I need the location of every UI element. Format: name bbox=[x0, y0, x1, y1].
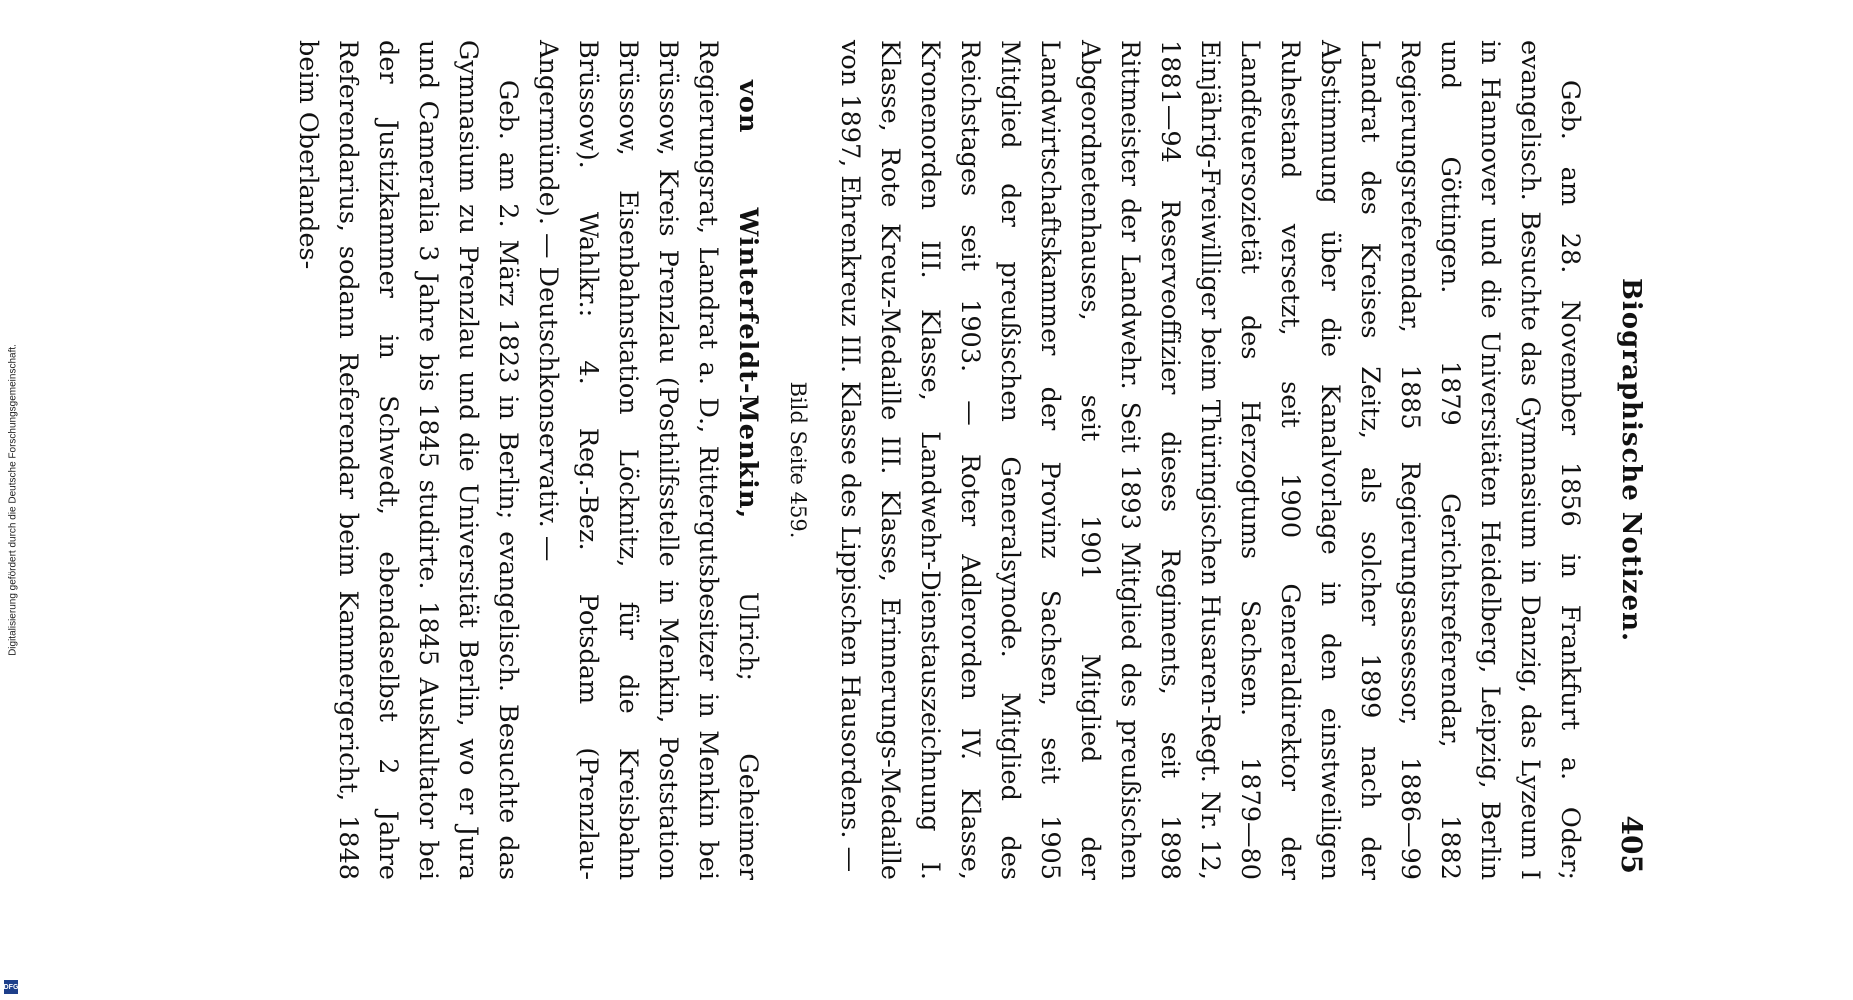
biography-heading-2 bbox=[528, 40, 768, 880]
page-body bbox=[288, 40, 1590, 880]
person-name: von Winterfeldt-Menkin, bbox=[733, 80, 763, 520]
digitization-credit-strip bbox=[0, 0, 26, 1000]
dfg-logo: DFG bbox=[4, 980, 18, 994]
biography-paragraph-1: Geb. am 28. November 1856 in Frankfurt a. Oder; evangelisch. Besuchte das Gymnasium in Danzig, das Lyzeum I in Hannover und die Universitäten Heidelberg, Leipzig, Berlin und Göttingen. 1879 Gerichtsreferendar, 1882 Regierungsreferendar, 1885 Regierungsassessor, 1886—99 Landrat des Kreises Zeitz, als solcher 1899 nach der Abstimmung über die Kanalvorlage in den einstweiligen Ruhestand versetzt, seit 1900 Generaldirektor der Landfeuersozietät des Herzogtums Sachsen. 1879—80 Einjährig-Freiwilliger beim Thüringischen Husaren-Regt. Nr. 12, 1881—94 Reserveoffizier dieses Regiments, seit 1898 Rittmeister der Landwehr. Seit 1893 Mitglied des preußischen Abgeordnetenhauses, seit 1901 Mitglied der Landwirtschaftskammer der Provinz Sachsen, seit 1905 Mitglied der preußischen Generalsynode. Mitglied des Reichstages seit 1903. — Roter Adlerorden IV. Klasse, Kronenorden III. Klasse, Landwehr-Dienstauszeichnung I. Klasse, Rote Kreuz-Medaille III. Klasse, Erinnerungs-Medaille von 1897, Ehrenkreuz III. Klasse des Lippischen Hausordens. — bbox=[835, 40, 1585, 880]
biography-paragraph-2: Geb. am 2. März 1823 in Berlin; evangelisch. Besuchte das Gymnasium zu Prenzlau und die Universität Berlin, wo er Jura und Cameralia 3 Jahre bis 1845 studirte. 1845 Auskultator bei der Justizkammer in Schwedt, ebendaselbst 2 Jahre Referendarius, sodann Referendar beim Kammergericht, 1848 beim Oberlandes- bbox=[293, 40, 523, 880]
image-reference: Bild Seite 459. bbox=[786, 381, 810, 539]
page-header bbox=[1600, 40, 1660, 880]
person-intro: Ulrich; Geheimer Regierungsrat, Landrat a. D., Rittergutsbesitzer in Menkin bei Brüssow, Kreis Prenzlau (Posthilfsstelle in Menkin, Poststation Brüssow, Eisenbahnstation Löcknitz, für die Kreisbahn Brüssow). Wahlkr.: 4. Reg.-Bez. Potsdam (Prenzlau-Angermünde). — Deutschkonservativ. — bbox=[533, 40, 763, 881]
scanned-page bbox=[220, 40, 1660, 880]
page-number: 405 bbox=[1615, 815, 1648, 874]
digitization-credit-text: Digitalisierung gefördert durch die Deutsche Forschungsgemeinschaft. bbox=[7, 344, 19, 656]
running-title: Biographische Notizen. bbox=[1616, 277, 1646, 643]
